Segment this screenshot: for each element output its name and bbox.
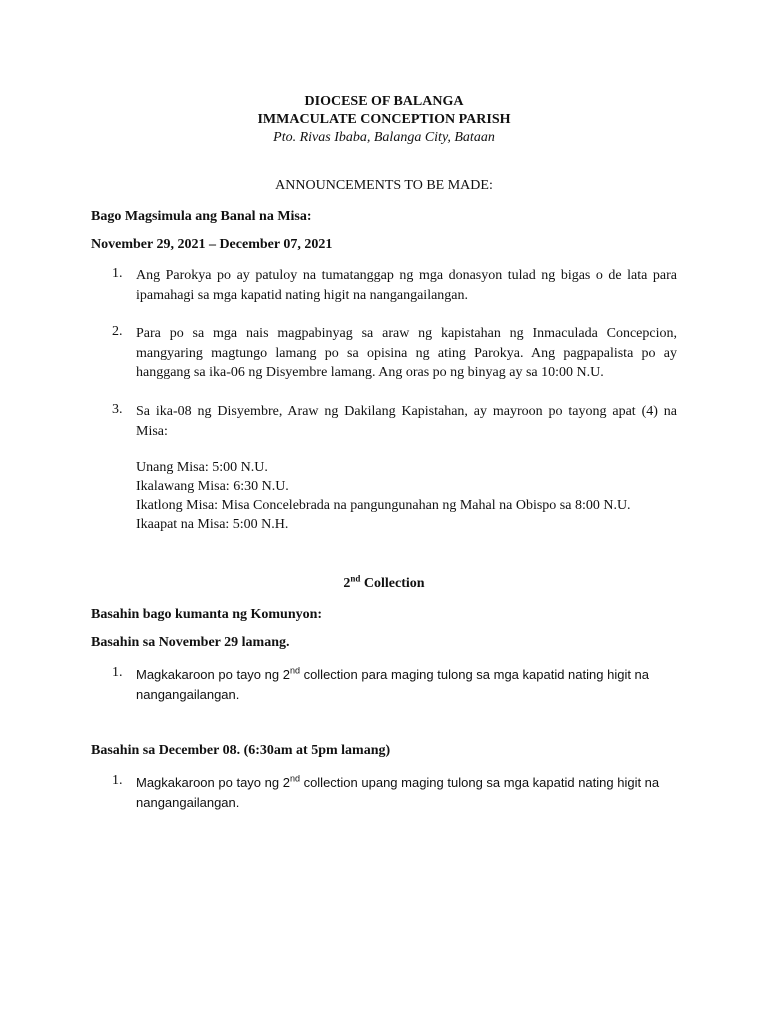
list-number: 1. bbox=[112, 266, 123, 281]
section1-dates: November 29, 2021 – December 07, 2021 bbox=[91, 237, 333, 252]
list-number: 1. bbox=[112, 665, 123, 680]
collection-part2-heading: Basahin sa December 08. (6:30am at 5pm lamang) bbox=[91, 743, 391, 758]
list-item-text: Sa ika-08 ng Disyembre, Araw ng Dakilang Kapistahan, ay mayroon po tayong apat (4) na Misa: bbox=[136, 404, 677, 439]
list-number: 1. bbox=[112, 773, 123, 788]
list-item-text: Ang Parokya po ay patuloy na tumatanggap ng mga donasyon tulad ng bigas o de lata para ipamahagi sa mga kapatid nating higit na nangangailangan. bbox=[136, 268, 677, 303]
collection-heading: Basahin bago kumanta ng Komunyon: bbox=[91, 607, 323, 622]
collection-title: 2nd Collection bbox=[343, 573, 425, 591]
mass-schedule-line: Unang Misa: 5:00 N.U. bbox=[136, 460, 268, 475]
mass-schedule-line: Ikalawang Misa: 6:30 N.U. bbox=[136, 479, 289, 494]
mass-schedule-line: Ikaapat na Misa: 5:00 N.H. bbox=[136, 517, 289, 532]
list-number: 2. bbox=[112, 324, 123, 339]
announcements-title: ANNOUNCEMENTS TO BE MADE: bbox=[275, 178, 493, 193]
parish-address: Pto. Rivas Ibaba, Balanga City, Bataan bbox=[273, 130, 495, 145]
list-item-text: Magkakaroon po tayo ng 2nd collection upang maging tulong sa mga kapatid nating higit na nangangailangan. bbox=[136, 773, 660, 810]
section1-heading: Bago Magsimula ang Banal na Misa: bbox=[91, 209, 312, 224]
collection-part1-heading: Basahin sa November 29 lamang. bbox=[91, 635, 290, 650]
list-item-text: Para po sa mga nais magpabinyag sa araw ng kapistahan ng Inmaculada Concepcion, mangyaring magtungo lamang po sa opisina ng ating Parokya. Ang pagpapalista po ay hanggang sa ika-06 ng Disyembre lamang. Ang oras po ng binyag ay sa 10:00 N.U. bbox=[136, 326, 677, 380]
parish-title: IMMACULATE CONCEPTION PARISH bbox=[257, 112, 511, 127]
list-item-text: Magkakaroon po tayo ng 2nd collection para maging tulong sa mga kapatid nating higit na nangangailangan. bbox=[136, 665, 650, 702]
diocese-title: DIOCESE OF BALANGA bbox=[304, 94, 464, 109]
mass-schedule-line: Ikatlong Misa: Misa Concelebrada na pangungunahan ng Mahal na Obispo sa 8:00 N.U. bbox=[136, 498, 631, 513]
list-number: 3. bbox=[112, 402, 123, 417]
